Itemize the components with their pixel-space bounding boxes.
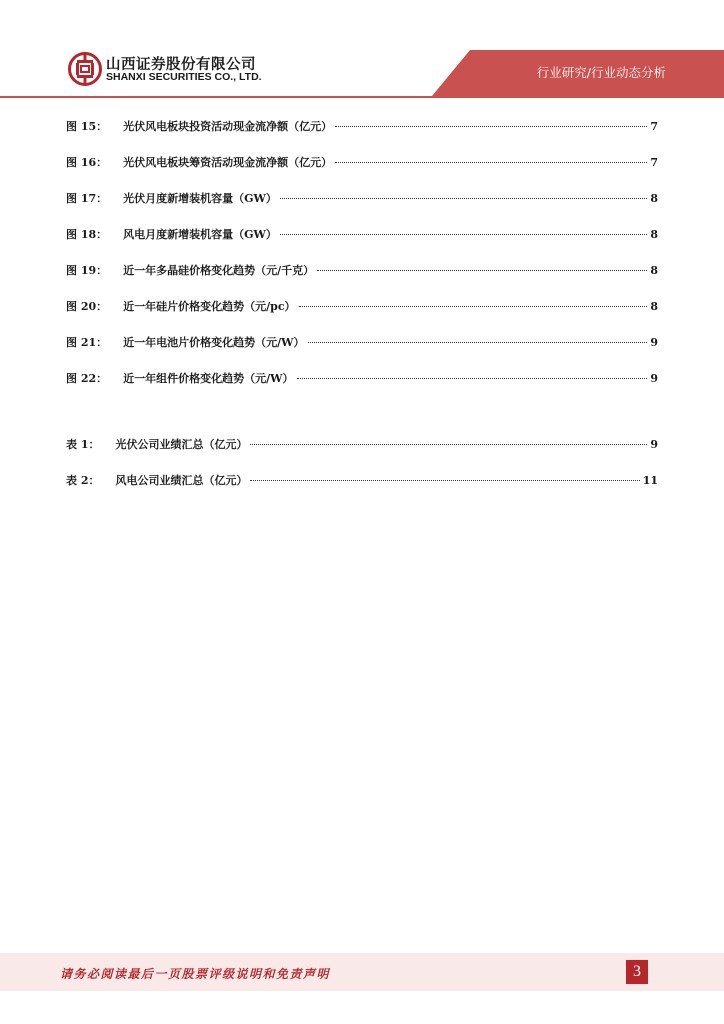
- toc-entry-page: 8: [650, 300, 658, 313]
- toc-figure-entry[interactable]: [66, 118, 658, 154]
- toc-figure-entry[interactable]: [66, 298, 658, 334]
- toc-figure-entry[interactable]: [66, 190, 658, 226]
- toc-entry-page: 9: [650, 438, 658, 451]
- toc-entry-title: 近一年硅片价格变化趋势（元/pc）: [123, 300, 296, 313]
- table-list: [66, 436, 658, 508]
- toc-leader-dots: [280, 198, 647, 199]
- page-footer: [0, 953, 724, 991]
- toc-figure-entry[interactable]: [66, 334, 658, 370]
- toc-entry-label: 表 2：: [66, 474, 100, 487]
- toc-entry-title: 光伏风电板块筹资活动现金流净额（亿元）: [123, 156, 333, 169]
- toc-leader-dots: [250, 444, 647, 445]
- toc-entry-page: 9: [650, 372, 658, 385]
- toc-figure-entry[interactable]: [66, 370, 658, 406]
- toc-leader-dots: [308, 342, 648, 343]
- header-banner: [0, 0, 724, 100]
- figure-list: [66, 118, 658, 406]
- toc-entry-label: 图 21：: [66, 336, 108, 349]
- toc-entry-label: 图 22：: [66, 372, 108, 385]
- toc-entry-title: 光伏月度新增装机容量（GW）: [123, 192, 277, 205]
- toc-table-entry[interactable]: [66, 436, 658, 472]
- report-section-label: 行业研究/行业动态分析: [536, 65, 666, 80]
- toc-entry-title: 近一年组件价格变化趋势（元/W）: [123, 372, 294, 385]
- toc-entry-label: 图 19：: [66, 264, 108, 277]
- toc-entry-label: 图 16：: [66, 156, 108, 169]
- toc-entry-page: 7: [650, 120, 658, 133]
- toc-entry-title: 光伏公司业绩汇总（亿元）: [115, 438, 248, 451]
- toc-entry-page: 8: [650, 192, 658, 205]
- list-separator: [66, 406, 658, 436]
- toc-entry-label: 图 20：: [66, 300, 108, 313]
- page-number: 3: [626, 960, 648, 984]
- toc-leader-dots: [317, 270, 647, 271]
- toc-figure-entry[interactable]: [66, 226, 658, 262]
- toc-entry-label: 图 15：: [66, 120, 108, 133]
- toc-entry-title: 光伏风电板块投资活动现金流净额（亿元）: [123, 120, 333, 133]
- toc-entry-label: 表 1：: [66, 438, 100, 451]
- toc-leader-dots: [297, 378, 648, 379]
- company-name-cn: 山西证券股份有限公司: [106, 57, 256, 73]
- toc-entry-title: 风电公司业绩汇总（亿元）: [115, 474, 248, 487]
- page-header: [0, 0, 724, 100]
- toc-entry-label: 图 17：: [66, 192, 108, 205]
- toc-figure-entry[interactable]: [66, 262, 658, 298]
- toc-entry-page: 8: [650, 264, 658, 277]
- toc-entry-title: 近一年电池片价格变化趋势（元/W）: [123, 336, 305, 349]
- toc-leader-dots: [280, 234, 647, 235]
- toc-leader-dots: [335, 162, 647, 163]
- toc-figure-entry[interactable]: [66, 154, 658, 190]
- toc-leader-dots: [335, 126, 647, 127]
- table-of-contents: [66, 118, 658, 508]
- toc-entry-page: 8: [650, 228, 658, 241]
- toc-entry-page: 11: [642, 474, 658, 487]
- shanxi-securities-logo-icon: [68, 52, 102, 86]
- toc-entry-title: 近一年多晶硅价格变化趋势（元/千克）: [123, 264, 315, 277]
- toc-entry-page: 7: [650, 156, 658, 169]
- company-name-en: SHANXI SECURITIES CO., LTD.: [106, 71, 262, 83]
- toc-leader-dots: [250, 480, 639, 481]
- toc-entry-label: 图 18：: [66, 228, 108, 241]
- toc-entry-title: 风电月度新增装机容量（GW）: [123, 228, 277, 241]
- toc-entry-page: 9: [650, 336, 658, 349]
- toc-leader-dots: [299, 306, 648, 307]
- toc-table-entry[interactable]: [66, 472, 658, 508]
- disclaimer-text: 请务必阅读最后一页股票评级说明和免责声明: [60, 967, 331, 981]
